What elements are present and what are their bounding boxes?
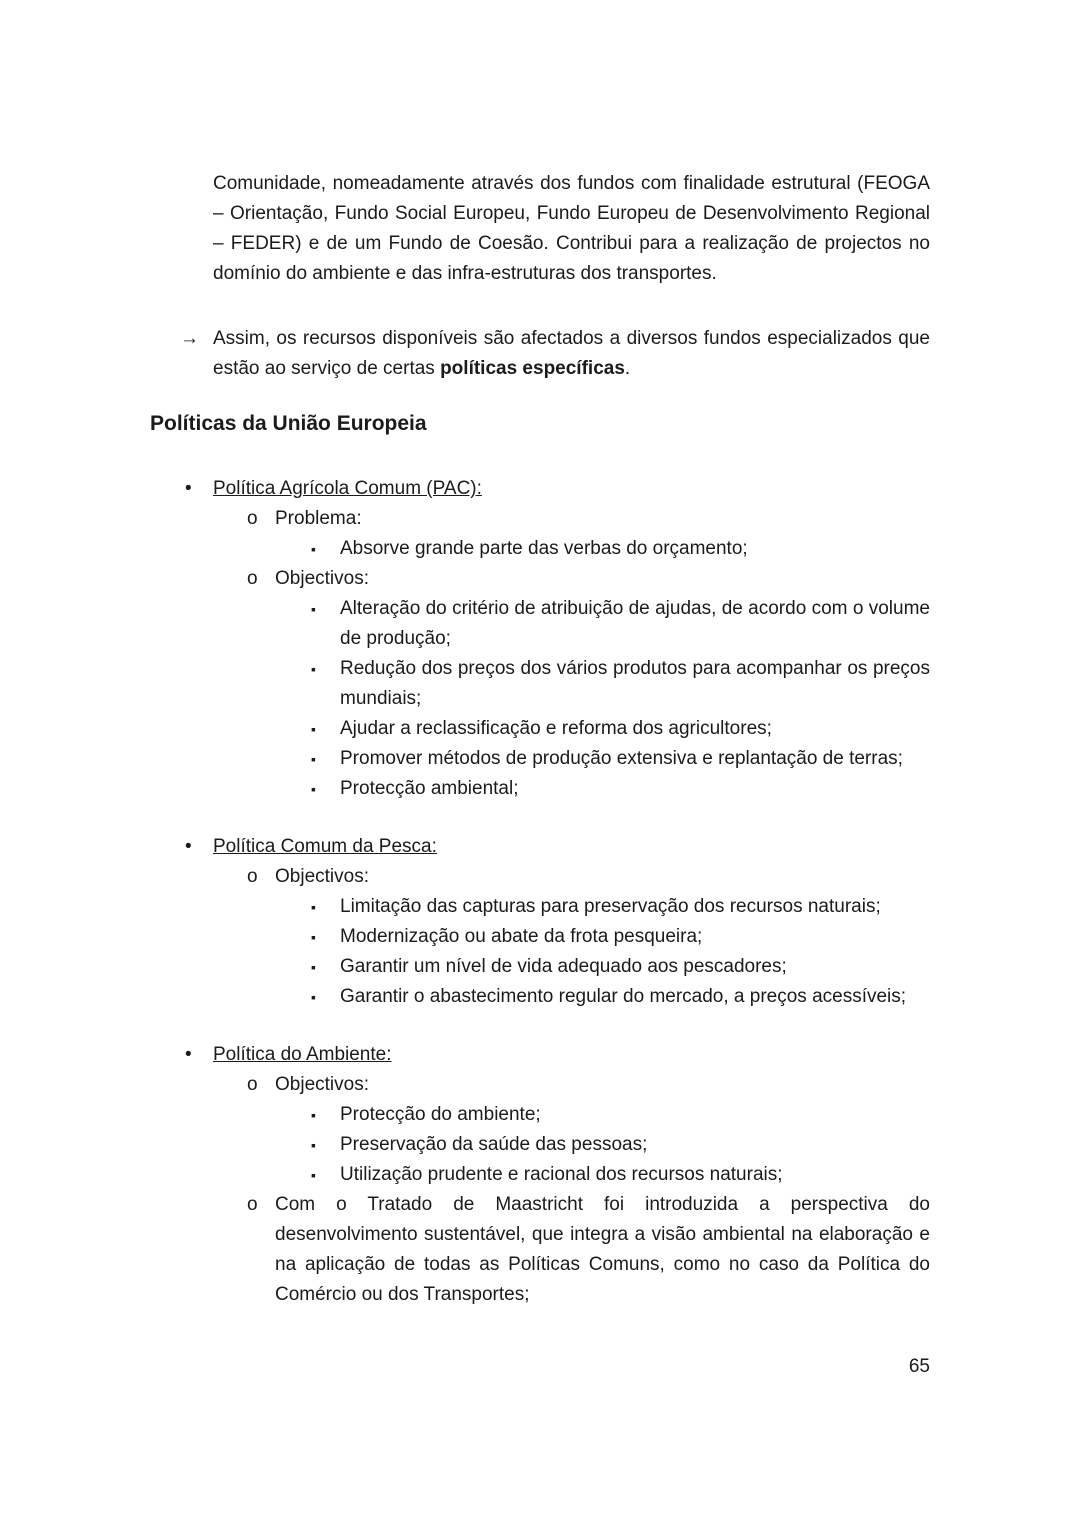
list-item-text: Alteração do critério de atribuição de ajudas, de acordo com o volume de produção; xyxy=(340,598,930,649)
subsection-label-row xyxy=(150,564,930,594)
list-item xyxy=(150,1100,930,1130)
policy-title: Política Agrícola Comum (PAC): xyxy=(213,478,482,499)
subsection-label-row xyxy=(150,862,930,892)
subsection-label: Objectivos: xyxy=(275,568,369,589)
policy-block-ambiente xyxy=(150,1040,930,1310)
policy-block-pac xyxy=(150,474,930,804)
subsection-paragraph: Com o Tratado de Maastricht foi introduzida a perspectiva do desenvolvimento sustentável, que integra a visão ambiental na elaboração e na aplicação de todas as Políticas Comuns, como no caso da Política do Comércio ou dos Transportes; xyxy=(275,1194,930,1305)
intro-paragraph: Comunidade, nomeadamente através dos fundos com finalidade estrutural (FEOGA – Orientação, Fundo Social Europeu, Fundo Europeu de Desenvolvimento Regional – FEDER) e de um Fundo de Coesão. Contribui para a realização de projectos no domínio do ambiente e das infra-estruturas dos transportes. xyxy=(213,173,930,284)
list-item-text: Modernização ou abate da frota pesqueira; xyxy=(340,926,703,947)
circle-icon: o xyxy=(247,1194,258,1215)
page-content xyxy=(150,150,930,1310)
arrow-note-text-bold: políticas específicas xyxy=(440,358,625,379)
list-item xyxy=(150,744,930,774)
arrow-note-text xyxy=(213,324,930,384)
list-item xyxy=(150,714,930,744)
list-item-text: Ajudar a reclassificação e reforma dos agricultores; xyxy=(340,718,772,739)
square-icon: ▪ xyxy=(311,541,316,557)
subsection-label: Objectivos: xyxy=(275,1074,369,1095)
square-icon: ▪ xyxy=(311,929,316,945)
circle-icon: o xyxy=(247,508,258,529)
policy-title: Política Comum da Pesca: xyxy=(213,836,437,857)
subsection-label-row xyxy=(150,504,930,534)
policy-title-row xyxy=(150,474,930,504)
list-item-text: Protecção ambiental; xyxy=(340,778,519,799)
list-item xyxy=(150,1160,930,1190)
square-icon: ▪ xyxy=(311,899,316,915)
section-heading: Políticas da União Europeia xyxy=(150,412,427,435)
policy-title-row xyxy=(150,1040,930,1070)
list-item-text: Redução dos preços dos vários produtos para acompanhar os preços mundiais; xyxy=(340,658,930,709)
list-item xyxy=(150,654,930,714)
bullet-icon: • xyxy=(185,836,192,857)
square-icon: ▪ xyxy=(311,989,316,1005)
list-item xyxy=(150,1130,930,1160)
list-item xyxy=(150,922,930,952)
page-number: 65 xyxy=(908,1356,930,1377)
subsection-label-row xyxy=(150,1070,930,1100)
arrow-note-text-end: . xyxy=(624,358,631,379)
square-icon: ▪ xyxy=(311,661,316,677)
list-item xyxy=(150,594,930,654)
policy-block-pesca xyxy=(150,832,930,1012)
bullet-icon: • xyxy=(185,1044,192,1065)
subsection-paragraph-row xyxy=(150,1190,930,1310)
square-icon: ▪ xyxy=(311,1107,316,1123)
list-item-text: Limitação das capturas para preservação dos recursos naturais; xyxy=(340,896,881,917)
square-icon: ▪ xyxy=(311,601,316,617)
circle-icon: o xyxy=(247,1074,258,1095)
list-item xyxy=(150,774,930,804)
square-icon: ▪ xyxy=(311,959,316,975)
list-item-text: Absorve grande parte das verbas do orçamento; xyxy=(340,538,748,559)
policy-title-row xyxy=(150,832,930,862)
list-item xyxy=(150,534,930,564)
circle-icon: o xyxy=(247,568,258,589)
list-item xyxy=(150,982,930,1012)
list-item-text: Garantir o abastecimento regular do mercado, a preços acessíveis; xyxy=(340,986,907,1007)
list-item xyxy=(150,952,930,982)
arrow-note-text-plain: Assim, os recursos disponíveis são afectados a diversos fundos especializados que estão ao serviço de certas xyxy=(213,328,930,379)
square-icon: ▪ xyxy=(311,781,316,797)
list-item-text: Garantir um nível de vida adequado aos pescadores; xyxy=(340,956,787,977)
list-item-text: Promover métodos de produção extensiva e replantação de terras; xyxy=(340,748,903,769)
list-item-text: Protecção do ambiente; xyxy=(340,1104,541,1125)
policy-title: Política do Ambiente: xyxy=(213,1044,392,1065)
circle-icon: o xyxy=(247,866,258,887)
bullet-icon: • xyxy=(185,478,192,499)
square-icon: ▪ xyxy=(311,721,316,737)
square-icon: ▪ xyxy=(311,1137,316,1153)
arrow-note xyxy=(150,324,930,384)
subsection-label: Objectivos: xyxy=(275,866,369,887)
square-icon: ▪ xyxy=(311,751,316,767)
arrow-icon: → xyxy=(180,328,199,349)
list-item xyxy=(150,892,930,922)
list-item-text: Utilização prudente e racional dos recursos naturais; xyxy=(340,1164,783,1185)
list-item-text: Preservação da saúde das pessoas; xyxy=(340,1134,648,1155)
subsection-label: Problema: xyxy=(275,508,362,529)
square-icon: ▪ xyxy=(311,1167,316,1183)
